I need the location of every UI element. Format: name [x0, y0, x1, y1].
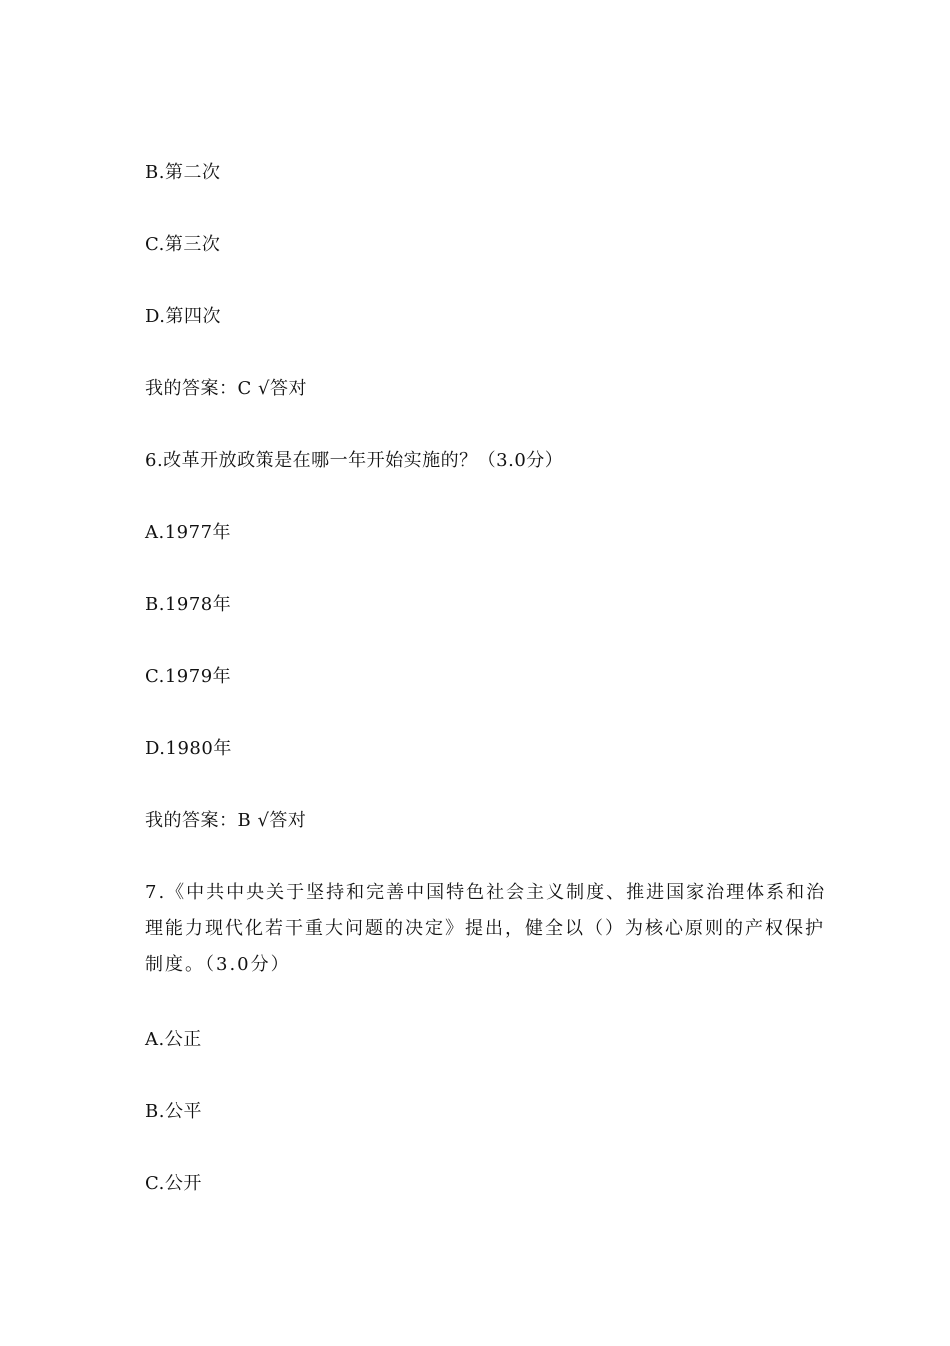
answer-q5: 我的答案：C √答对 [145, 378, 307, 399]
option-q7-c: C.公开 [145, 1173, 202, 1194]
question-6: 6.改革开放政策是在哪一年开始实施的？（3.0分） [145, 450, 564, 471]
option-q5-c: C.第三次 [145, 234, 221, 255]
option-q7-b: B.公平 [145, 1101, 202, 1122]
question-7-line-2: 理能力现代化若干重大问题的决定》提出，健全以（）为核心原则的产权保护 [145, 918, 825, 939]
question-7 [145, 875, 827, 983]
option-q5-b: B.第二次 [145, 162, 221, 183]
option-q5-d: D.第四次 [145, 306, 222, 327]
answer-q6: 我的答案：B √答对 [145, 810, 307, 831]
question-7-line-3: 制度。（3.0分） [145, 954, 291, 975]
option-q6-d: D.1980年 [145, 738, 232, 759]
option-q6-a: A.1977年 [145, 522, 232, 543]
question-7-line-1: 7.《中共中央关于坚持和完善中国特色社会主义制度、推进国家治理体系和治 [145, 882, 827, 903]
option-q6-c: C.1979年 [145, 666, 232, 687]
option-q7-a: A.公正 [145, 1029, 202, 1050]
option-q6-b: B.1978年 [145, 594, 232, 615]
